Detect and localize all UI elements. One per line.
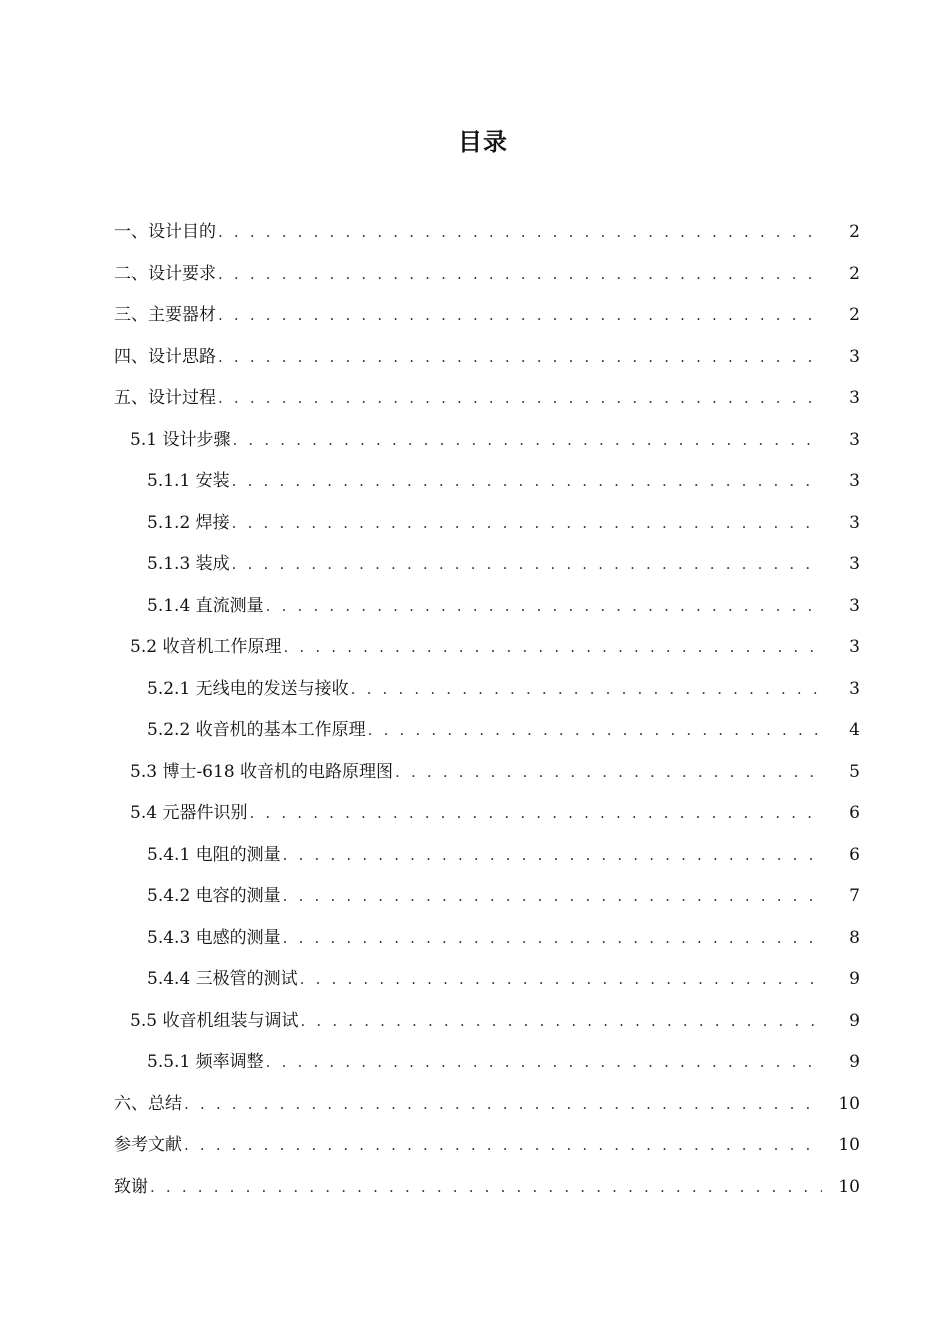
toc-entry[interactable]	[114, 835, 860, 877]
toc-entry-page-number: 3	[849, 512, 860, 533]
toc-entry-page-number: 6	[849, 803, 860, 823]
toc-dot-leader	[218, 378, 822, 420]
toc-dot-leader	[218, 295, 822, 337]
toc-entry-page-number: 3	[849, 429, 860, 450]
toc-entry-label: 致谢	[114, 1176, 148, 1197]
toc-entry-page-number: 3	[849, 678, 860, 699]
toc-dot-leader	[232, 503, 822, 545]
toc-entry-page-number: 10	[838, 1176, 860, 1197]
toc-entry-page-number: 6	[849, 844, 860, 865]
table-of-contents	[114, 212, 860, 1208]
toc-dot-leader	[368, 710, 822, 752]
toc-entry-page-number: 3	[849, 346, 860, 367]
toc-dot-leader	[218, 254, 822, 296]
toc-dot-leader	[395, 752, 822, 794]
toc-dot-leader	[283, 876, 822, 918]
toc-entry-page-number: 9	[849, 969, 860, 989]
toc-entry-label: 5.4.1 电阻的测量	[147, 844, 281, 865]
toc-entry-label: 5.2.1 无线电的发送与接收	[147, 678, 349, 699]
toc-dot-leader	[150, 1167, 822, 1209]
toc-entry[interactable]	[114, 1042, 860, 1084]
toc-entry[interactable]	[114, 503, 860, 545]
toc-dot-leader	[184, 1125, 822, 1167]
toc-entry[interactable]	[114, 918, 860, 960]
toc-entry[interactable]	[114, 959, 860, 1001]
toc-dot-leader	[232, 461, 822, 503]
toc-entry[interactable]	[114, 1001, 860, 1043]
toc-entry[interactable]	[114, 544, 860, 586]
toc-entry-label: 五、设计过程	[114, 388, 216, 408]
toc-entry-label: 5.1 设计步骤	[130, 429, 231, 450]
page-title: 目录	[458, 128, 508, 156]
toc-entry-label: 5.4.2 电容的测量	[147, 886, 281, 906]
toc-dot-leader	[249, 793, 822, 835]
toc-entry[interactable]	[114, 627, 860, 669]
toc-entry-label: 5.2.2 收音机的基本工作原理	[147, 720, 366, 740]
toc-dot-leader	[300, 1001, 822, 1043]
toc-entry-label: 参考文献	[114, 1135, 182, 1155]
toc-entry[interactable]	[114, 378, 860, 420]
toc-entry[interactable]	[114, 669, 860, 711]
toc-entry[interactable]	[114, 212, 860, 254]
toc-entry-label: 5.1.2 焊接	[147, 512, 230, 533]
toc-entry-label: 四、设计思路	[114, 346, 216, 367]
toc-entry[interactable]	[114, 793, 860, 835]
toc-dot-leader	[184, 1084, 822, 1126]
toc-entry[interactable]	[114, 337, 860, 379]
toc-entry-label: 一、设计目的	[114, 222, 216, 242]
toc-entry-page-number: 10	[838, 1093, 860, 1114]
toc-entry[interactable]	[114, 461, 860, 503]
toc-dot-leader	[232, 544, 822, 586]
toc-entry[interactable]	[114, 1167, 860, 1209]
toc-entry[interactable]	[114, 1084, 860, 1126]
toc-dot-leader	[283, 918, 822, 960]
toc-entry-page-number: 3	[849, 637, 860, 657]
toc-entry[interactable]	[114, 876, 860, 918]
toc-dot-leader	[266, 1042, 822, 1084]
toc-entry-page-number: 4	[849, 720, 860, 740]
toc-entry-label: 5.1.3 装成	[147, 554, 230, 574]
toc-entry-page-number: 7	[849, 886, 860, 906]
toc-entry-label: 5.2 收音机工作原理	[130, 637, 282, 657]
toc-entry-page-number: 8	[849, 927, 860, 948]
toc-entry-label: 5.1.4 直流测量	[147, 595, 264, 616]
toc-entry-label: 5.4 元器件识别	[130, 803, 248, 823]
toc-dot-leader	[351, 669, 822, 711]
toc-entry-page-number: 3	[849, 471, 860, 491]
toc-entry-label: 二、设计要求	[114, 263, 216, 284]
toc-entry[interactable]	[114, 752, 860, 794]
toc-entry[interactable]	[114, 254, 860, 296]
toc-entry[interactable]	[114, 710, 860, 752]
toc-entry-label: 六、总结	[114, 1093, 182, 1114]
toc-entry-page-number: 3	[849, 595, 860, 616]
toc-entry-label: 5.3 博士-618 收音机的电路原理图	[130, 761, 394, 782]
toc-entry[interactable]	[114, 295, 860, 337]
toc-entry-label: 5.5.1 频率调整	[147, 1052, 264, 1072]
toc-entry-page-number: 9	[849, 1052, 860, 1072]
toc-dot-leader	[283, 627, 822, 669]
toc-entry[interactable]	[114, 586, 860, 628]
toc-entry-label: 5.5 收音机组装与调试	[130, 1010, 299, 1031]
toc-entry[interactable]	[114, 1125, 860, 1167]
toc-dot-leader	[266, 586, 822, 628]
toc-entry-page-number: 2	[849, 305, 860, 325]
toc-entry-page-number: 9	[849, 1010, 860, 1031]
toc-entry-page-number: 2	[849, 222, 860, 242]
toc-entry-label: 三、主要器材	[114, 305, 216, 325]
toc-entry-page-number: 3	[849, 554, 860, 574]
toc-dot-leader	[218, 212, 822, 254]
toc-entry-page-number: 5	[849, 761, 860, 782]
toc-entry[interactable]	[114, 420, 860, 462]
toc-entry-page-number: 2	[849, 263, 860, 284]
toc-dot-leader	[283, 835, 822, 877]
toc-entry-label: 5.4.3 电感的测量	[147, 927, 281, 948]
toc-dot-leader	[232, 420, 822, 462]
toc-entry-label: 5.4.4 三极管的测试	[147, 969, 298, 989]
toc-entry-label: 5.1.1 安装	[147, 471, 230, 491]
toc-dot-leader	[218, 337, 822, 379]
toc-dot-leader	[300, 959, 822, 1001]
toc-entry-page-number: 3	[849, 388, 860, 408]
toc-entry-page-number: 10	[838, 1135, 860, 1155]
